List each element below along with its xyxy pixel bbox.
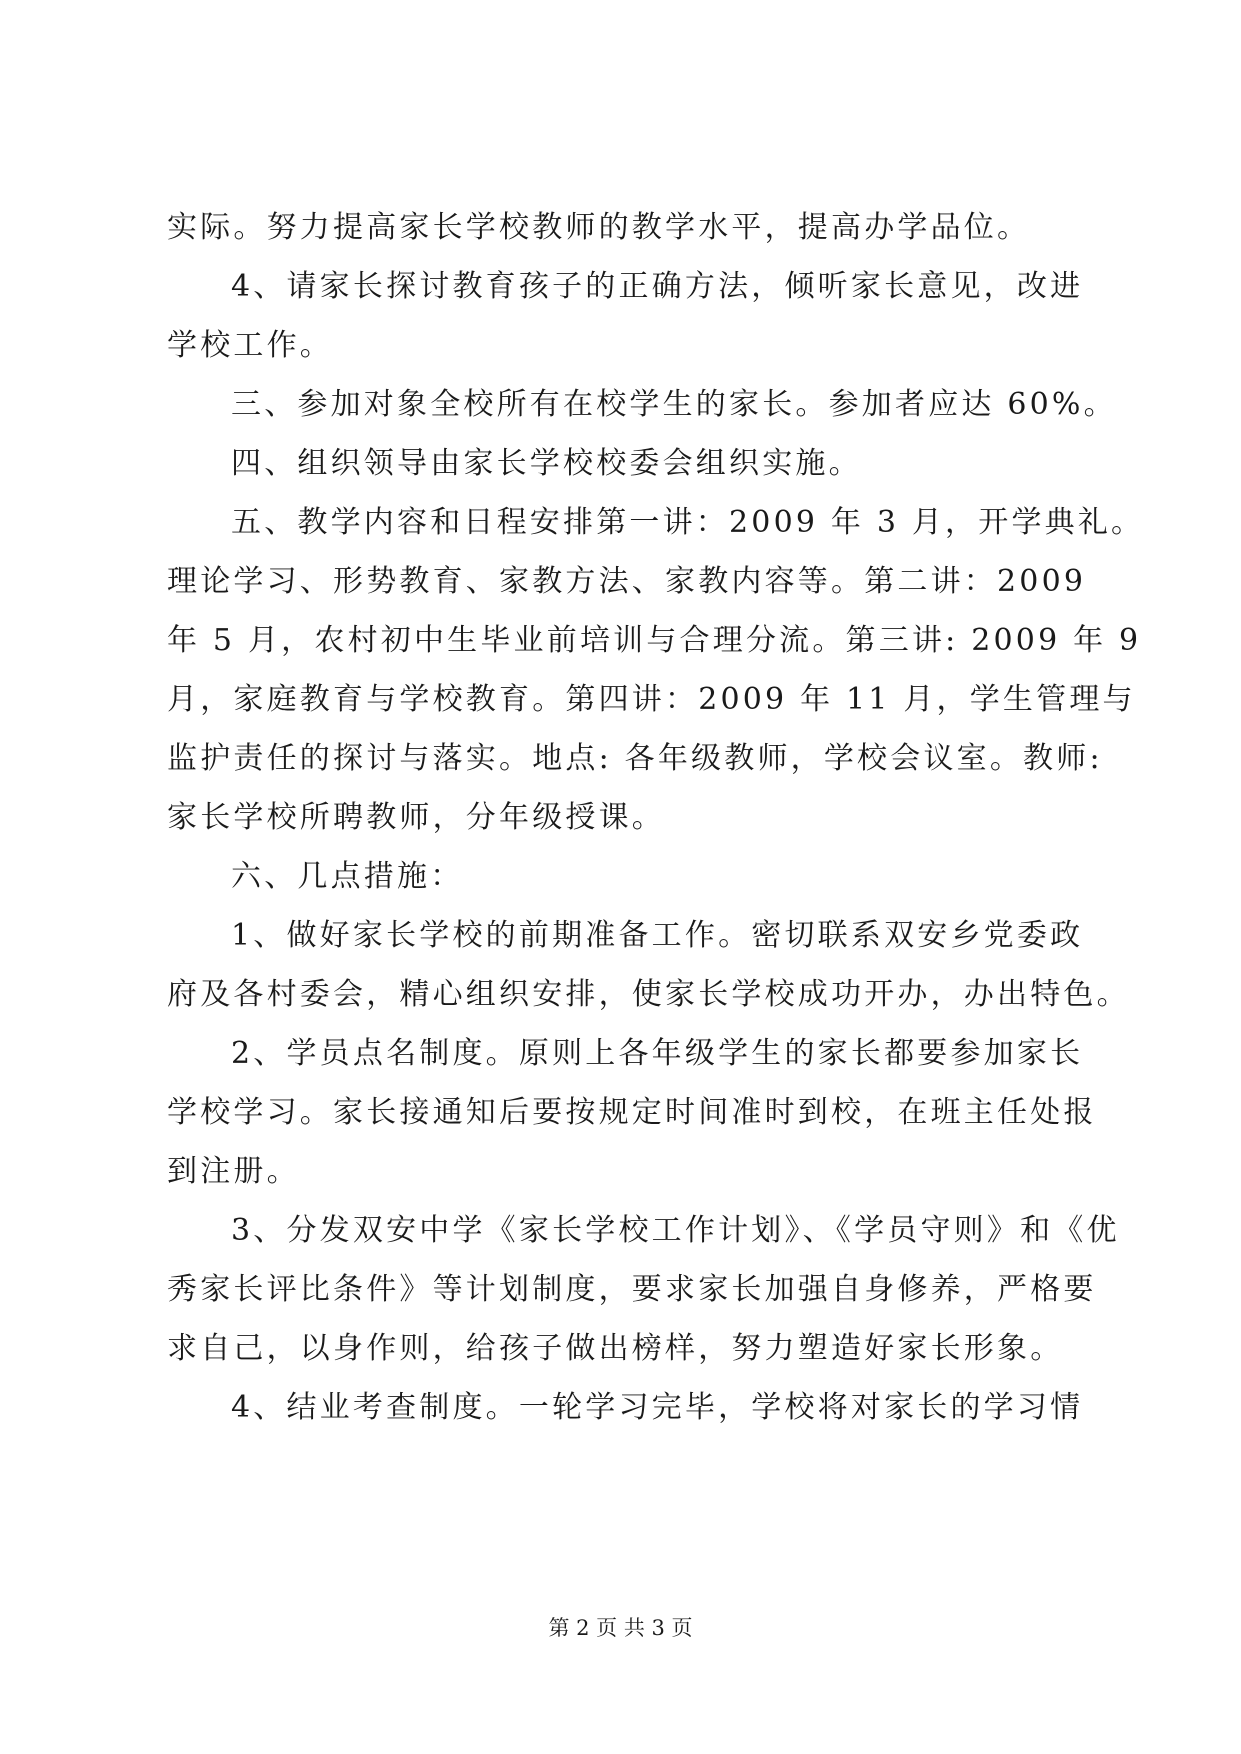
text-line: 4、请家长探讨教育孩子的正确方法，倾听家长意见，改进 [231,269,1084,304]
text-line: 4、结业考查制度。一轮学习完毕，学校将对家长的学习情 [231,1390,1084,1425]
text-line: 年 5 月，农村初中生毕业前培训与合理分流。第三讲: 2009 年 9 [167,623,1142,658]
text-line: 家长学校所聘教师，分年级授课。 [167,800,665,835]
text-line: 学校学习。家长接通知后要按规定时间准时到校，在班主任处报 [167,1095,1097,1130]
text-line: 学校工作。 [167,328,333,363]
text-line: 秀家长评比条件》等计划制度，要求家长加强自身修养，严格要 [167,1272,1097,1307]
text-line: 月，家庭教育与学校教育。第四讲：2009 年 11 月，学生管理与 [167,682,1136,717]
text-line: 六、几点措施： [231,859,464,894]
text-line: 3、分发双安中学《家长学校工作计划》、《学员守则》和《优 [231,1213,1120,1248]
text-line: 理论学习、形势教育、家教方法、家教内容等。第二讲：2009 [167,564,1087,599]
text-line: 到注册。 [167,1154,300,1189]
text-line: 实际。努力提高家长学校教师的教学水平，提高办学品位。 [167,210,1031,245]
page-number-footer: 第 2 页 共 3 页 [548,1616,693,1640]
document-body [167,198,1145,1437]
text-line: 1、做好家长学校的前期准备工作。密切联系双安乡党委政 [231,918,1084,953]
text-line: 监护责任的探讨与落实。地点: 各年级教师，学校会议室。教师: [167,741,1103,776]
text-line: 四、组织领导由家长学校校委会组织实施。 [231,446,862,481]
text-line: 求自己，以身作则，给孩子做出榜样，努力塑造好家长形象。 [167,1331,1064,1366]
text-line: 三、参加对象全校所有在校学生的家长。参加者应达 60%。 [231,387,1117,422]
text-line: 五、教学内容和日程安排第一讲：2009 年 3 月，开学典礼。 [231,505,1145,540]
text-line: 2、学员点名制度。原则上各年级学生的家长都要参加家长 [231,1036,1084,1071]
text-line: 府及各村委会，精心组织安排，使家长学校成功开办，办出特色。 [167,977,1130,1012]
